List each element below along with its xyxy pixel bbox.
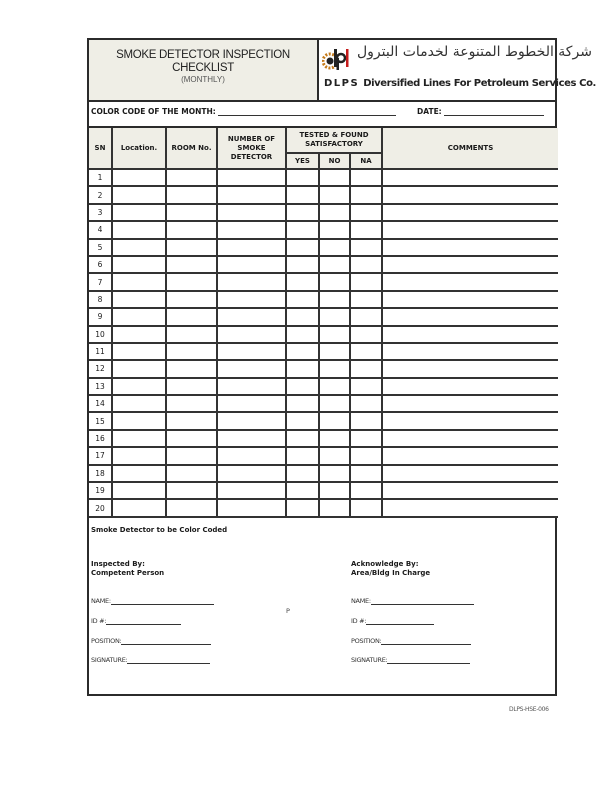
table-row (89, 169, 558, 186)
color-code-field (91, 107, 396, 116)
cell-no[interactable] (319, 204, 350, 221)
cell-na[interactable] (350, 221, 382, 238)
cell-room[interactable] (166, 221, 217, 238)
inspected-id-field (91, 617, 181, 625)
cell-na[interactable] (350, 239, 382, 256)
cell-room[interactable] (166, 430, 217, 447)
cell-number[interactable] (217, 499, 286, 516)
cell-room[interactable] (166, 204, 217, 221)
cell-comments[interactable] (382, 360, 558, 377)
inspected-position-field (91, 637, 211, 645)
cell-number[interactable] (217, 186, 286, 203)
cell-room[interactable] (166, 499, 217, 516)
row-sn: 1 (89, 169, 112, 186)
cell-comments[interactable] (382, 482, 558, 499)
cell-yes[interactable] (286, 291, 319, 308)
row-sn: 2 (89, 186, 112, 203)
inspection-table (89, 128, 558, 518)
cell-yes[interactable] (286, 239, 319, 256)
cell-yes[interactable] (286, 186, 319, 203)
row-sn: 10 (89, 326, 112, 343)
row-sn: 12 (89, 360, 112, 377)
cell-comments[interactable] (382, 430, 558, 447)
cell-room[interactable] (166, 395, 217, 412)
cell-no[interactable] (319, 360, 350, 377)
cell-na[interactable] (350, 343, 382, 360)
cell-na[interactable] (350, 326, 382, 343)
cell-no[interactable] (319, 343, 350, 360)
cell-yes[interactable] (286, 221, 319, 238)
company-abbr: DLPS (324, 78, 360, 89)
row-sn: 14 (89, 395, 112, 412)
cell-no[interactable] (319, 186, 350, 203)
cell-yes[interactable] (286, 360, 319, 377)
cell-yes[interactable] (286, 482, 319, 499)
cell-location[interactable] (112, 239, 166, 256)
cell-yes[interactable] (286, 430, 319, 447)
table-row (89, 447, 558, 464)
cell-location[interactable] (112, 221, 166, 238)
row-sn: 11 (89, 343, 112, 360)
cell-room[interactable] (166, 273, 217, 290)
acknowledge-position-input[interactable] (381, 637, 471, 645)
cell-yes[interactable] (286, 204, 319, 221)
table-row (89, 308, 558, 325)
cell-no[interactable] (319, 412, 350, 429)
col-header-location: Location. (112, 128, 166, 169)
cell-room[interactable] (166, 360, 217, 377)
table-row (89, 412, 558, 429)
inspected-by-title: Inspected By: (91, 560, 145, 568)
cell-no[interactable] (319, 221, 350, 238)
row-sn: 17 (89, 447, 112, 464)
company-name (324, 78, 596, 89)
table-row (89, 239, 558, 256)
cell-room[interactable] (166, 308, 217, 325)
company-full-name: Diversified Lines For Petroleum Services Co. (363, 78, 596, 89)
table-row (89, 430, 558, 447)
cell-number[interactable] (217, 447, 286, 464)
table-row (89, 343, 558, 360)
cell-location[interactable] (112, 273, 166, 290)
color-code-label: COLOR CODE OF THE MONTH: (91, 107, 216, 116)
cell-yes[interactable] (286, 395, 319, 412)
cell-comments[interactable] (382, 499, 558, 516)
cell-location[interactable] (112, 169, 166, 186)
cell-room[interactable] (166, 326, 217, 343)
cell-comments[interactable] (382, 343, 558, 360)
row-sn: 4 (89, 221, 112, 238)
cell-na[interactable] (350, 447, 382, 464)
cell-number[interactable] (217, 343, 286, 360)
cell-no[interactable] (319, 378, 350, 395)
row-sn: 18 (89, 465, 112, 482)
acknowledge-by-role: Area/Bldg In Charge (351, 569, 431, 577)
col-header-room: ROOM No. (166, 128, 217, 169)
cell-room[interactable] (166, 291, 217, 308)
col-header-no: NO (319, 153, 350, 169)
row-sn: 20 (89, 499, 112, 516)
acknowledge-by-title: Acknowledge By: (351, 560, 419, 568)
cell-comments[interactable] (382, 395, 558, 412)
table-row (89, 204, 558, 221)
cell-comments[interactable] (382, 447, 558, 464)
cell-na[interactable] (350, 204, 382, 221)
cell-number[interactable] (217, 430, 286, 447)
dlps-logo-icon (322, 45, 350, 73)
company-block (319, 40, 596, 100)
table-row (89, 465, 558, 482)
table-row (89, 186, 558, 203)
row-sn: 15 (89, 412, 112, 429)
cell-no[interactable] (319, 291, 350, 308)
cell-na[interactable] (350, 273, 382, 290)
cell-room[interactable] (166, 378, 217, 395)
cell-location[interactable] (112, 360, 166, 377)
inspected-position-input[interactable] (121, 637, 211, 645)
row-sn: 16 (89, 430, 112, 447)
row-sn: 19 (89, 482, 112, 499)
cell-comments[interactable] (382, 308, 558, 325)
cell-comments[interactable] (382, 256, 558, 273)
cell-room[interactable] (166, 239, 217, 256)
cell-room[interactable] (166, 447, 217, 464)
cell-number[interactable] (217, 273, 286, 290)
cell-room[interactable] (166, 343, 217, 360)
cell-location[interactable] (112, 291, 166, 308)
cell-comments[interactable] (382, 169, 558, 186)
cell-room[interactable] (166, 169, 217, 186)
form-header (89, 40, 596, 102)
cell-number[interactable] (217, 308, 286, 325)
cell-location[interactable] (112, 482, 166, 499)
cell-comments[interactable] (382, 465, 558, 482)
cell-room[interactable] (166, 186, 217, 203)
table-row (89, 273, 558, 290)
table-row (89, 499, 558, 516)
cell-no[interactable] (319, 465, 350, 482)
cell-number[interactable] (217, 239, 286, 256)
cell-no[interactable] (319, 256, 350, 273)
checklist-form (87, 38, 596, 696)
cell-number[interactable] (217, 465, 286, 482)
cell-comments[interactable] (382, 273, 558, 290)
cell-number[interactable] (217, 291, 286, 308)
acknowledge-signature-field (351, 656, 470, 664)
form-title-line1: SMOKE DETECTOR INSPECTION (116, 49, 290, 61)
table-row (89, 360, 558, 377)
cell-na[interactable] (350, 169, 382, 186)
cell-comments[interactable] (382, 378, 558, 395)
cell-location[interactable] (112, 412, 166, 429)
inspected-name-label: NAME: (91, 597, 111, 605)
cell-comments[interactable] (382, 291, 558, 308)
acknowledge-id-input[interactable] (366, 617, 434, 625)
cell-yes[interactable] (286, 169, 319, 186)
cell-na[interactable] (350, 186, 382, 203)
col-header-na: NA (350, 153, 382, 169)
table-row (89, 378, 558, 395)
cell-location[interactable] (112, 186, 166, 203)
cell-number[interactable] (217, 412, 286, 429)
cell-yes[interactable] (286, 343, 319, 360)
row-sn: 8 (89, 291, 112, 308)
cell-number[interactable] (217, 395, 286, 412)
cell-yes[interactable] (286, 465, 319, 482)
cell-yes[interactable] (286, 256, 319, 273)
cell-room[interactable] (166, 482, 217, 499)
cell-number[interactable] (217, 378, 286, 395)
form-title-block (89, 40, 319, 100)
cell-number[interactable] (217, 256, 286, 273)
inspected-position-label: POSITION: (91, 637, 122, 645)
cell-na[interactable] (350, 360, 382, 377)
cell-number[interactable] (217, 204, 286, 221)
cell-na[interactable] (350, 395, 382, 412)
cell-yes[interactable] (286, 412, 319, 429)
acknowledge-id-label: ID #: (351, 617, 367, 625)
cell-no[interactable] (319, 395, 350, 412)
inspected-name-input[interactable] (111, 597, 214, 605)
acknowledge-signature-input[interactable] (387, 656, 470, 664)
acknowledge-position-field (351, 637, 471, 645)
cell-na[interactable] (350, 308, 382, 325)
row-sn: 3 (89, 204, 112, 221)
cell-number[interactable] (217, 482, 286, 499)
document-number: DLPS-HSE-006 (509, 706, 549, 713)
table-row (89, 221, 558, 238)
cell-na[interactable] (350, 482, 382, 499)
date-label: DATE: (417, 107, 442, 116)
cell-na[interactable] (350, 291, 382, 308)
cell-comments[interactable] (382, 204, 558, 221)
cell-no[interactable] (319, 308, 350, 325)
inspected-signature-label: SIGNATURE: (91, 656, 128, 664)
cell-no[interactable] (319, 169, 350, 186)
cell-room[interactable] (166, 465, 217, 482)
col-header-tested-group: TESTED & FOUND SATISFACTORY (286, 128, 382, 153)
cell-yes[interactable] (286, 499, 319, 516)
cell-yes[interactable] (286, 326, 319, 343)
cell-comments[interactable] (382, 412, 558, 429)
table-row (89, 256, 558, 273)
cell-location[interactable] (112, 308, 166, 325)
form-subtitle: (MONTHLY) (181, 75, 225, 84)
inspected-id-label: ID #: (91, 617, 107, 625)
cell-na[interactable] (350, 499, 382, 516)
cell-na[interactable] (350, 412, 382, 429)
row-sn: 7 (89, 273, 112, 290)
acknowledge-id-field (351, 617, 434, 625)
acknowledge-name-label: NAME: (351, 597, 371, 605)
cell-no[interactable] (319, 326, 350, 343)
color-code-input[interactable] (218, 107, 396, 116)
col-header-number: NUMBER OF SMOKE DETECTOR (217, 128, 286, 169)
row-sn: 9 (89, 308, 112, 325)
date-input[interactable] (444, 107, 544, 116)
cell-room[interactable] (166, 256, 217, 273)
row-sn: 13 (89, 378, 112, 395)
acknowledge-position-label: POSITION: (351, 637, 382, 645)
cell-location[interactable] (112, 447, 166, 464)
cell-number[interactable] (217, 360, 286, 377)
table-body (89, 169, 558, 517)
form-title-line2: CHECKLIST (172, 62, 234, 74)
acknowledge-by-block (351, 560, 551, 700)
table-row (89, 291, 558, 308)
row-sn: 5 (89, 239, 112, 256)
cell-number[interactable] (217, 326, 286, 343)
inspected-signature-field (91, 656, 210, 664)
col-header-comments: COMMENTS (382, 128, 558, 169)
color-code-note: Smoke Detector to be Color Coded (91, 526, 228, 534)
date-field (417, 107, 544, 116)
table-row (89, 395, 558, 412)
cell-number[interactable] (217, 169, 286, 186)
col-header-sn: SN (89, 128, 112, 169)
cell-location[interactable] (112, 326, 166, 343)
cell-comments[interactable] (382, 326, 558, 343)
col-header-yes: YES (286, 153, 319, 169)
cell-location[interactable] (112, 204, 166, 221)
cell-comments[interactable] (382, 239, 558, 256)
table-row (89, 482, 558, 499)
cell-comments[interactable] (382, 186, 558, 203)
cell-number[interactable] (217, 221, 286, 238)
cell-location[interactable] (112, 343, 166, 360)
cell-no[interactable] (319, 430, 350, 447)
cell-yes[interactable] (286, 447, 319, 464)
inspected-by-role: Competent Person (91, 569, 165, 577)
cell-location[interactable] (112, 430, 166, 447)
cell-yes[interactable] (286, 273, 319, 290)
cell-comments[interactable] (382, 221, 558, 238)
company-name-arabic: شركة الخطوط المتنوعة لخدمات البترول (357, 44, 592, 60)
cell-na[interactable] (350, 256, 382, 273)
inspected-id-input[interactable] (106, 617, 181, 625)
color-date-row (89, 100, 555, 128)
acknowledge-name-input[interactable] (371, 597, 474, 605)
cell-no[interactable] (319, 239, 350, 256)
cell-room[interactable] (166, 412, 217, 429)
table-row (89, 326, 558, 343)
cell-location[interactable] (112, 256, 166, 273)
acknowledge-name-field (351, 597, 474, 605)
cell-no[interactable] (319, 499, 350, 516)
cell-no[interactable] (319, 273, 350, 290)
cell-yes[interactable] (286, 378, 319, 395)
inspected-name-field (91, 597, 214, 605)
inspected-by-block (91, 560, 291, 700)
cell-no[interactable] (319, 482, 350, 499)
row-sn: 6 (89, 256, 112, 273)
cell-na[interactable] (350, 378, 382, 395)
inspected-signature-input[interactable] (127, 656, 210, 664)
cell-na[interactable] (350, 465, 382, 482)
acknowledge-signature-label: SIGNATURE: (351, 656, 388, 664)
cell-location[interactable] (112, 499, 166, 516)
cell-yes[interactable] (286, 308, 319, 325)
cell-location[interactable] (112, 395, 166, 412)
cell-no[interactable] (319, 447, 350, 464)
cell-location[interactable] (112, 465, 166, 482)
stray-mark: P (286, 607, 290, 615)
cell-location[interactable] (112, 378, 166, 395)
cell-na[interactable] (350, 430, 382, 447)
